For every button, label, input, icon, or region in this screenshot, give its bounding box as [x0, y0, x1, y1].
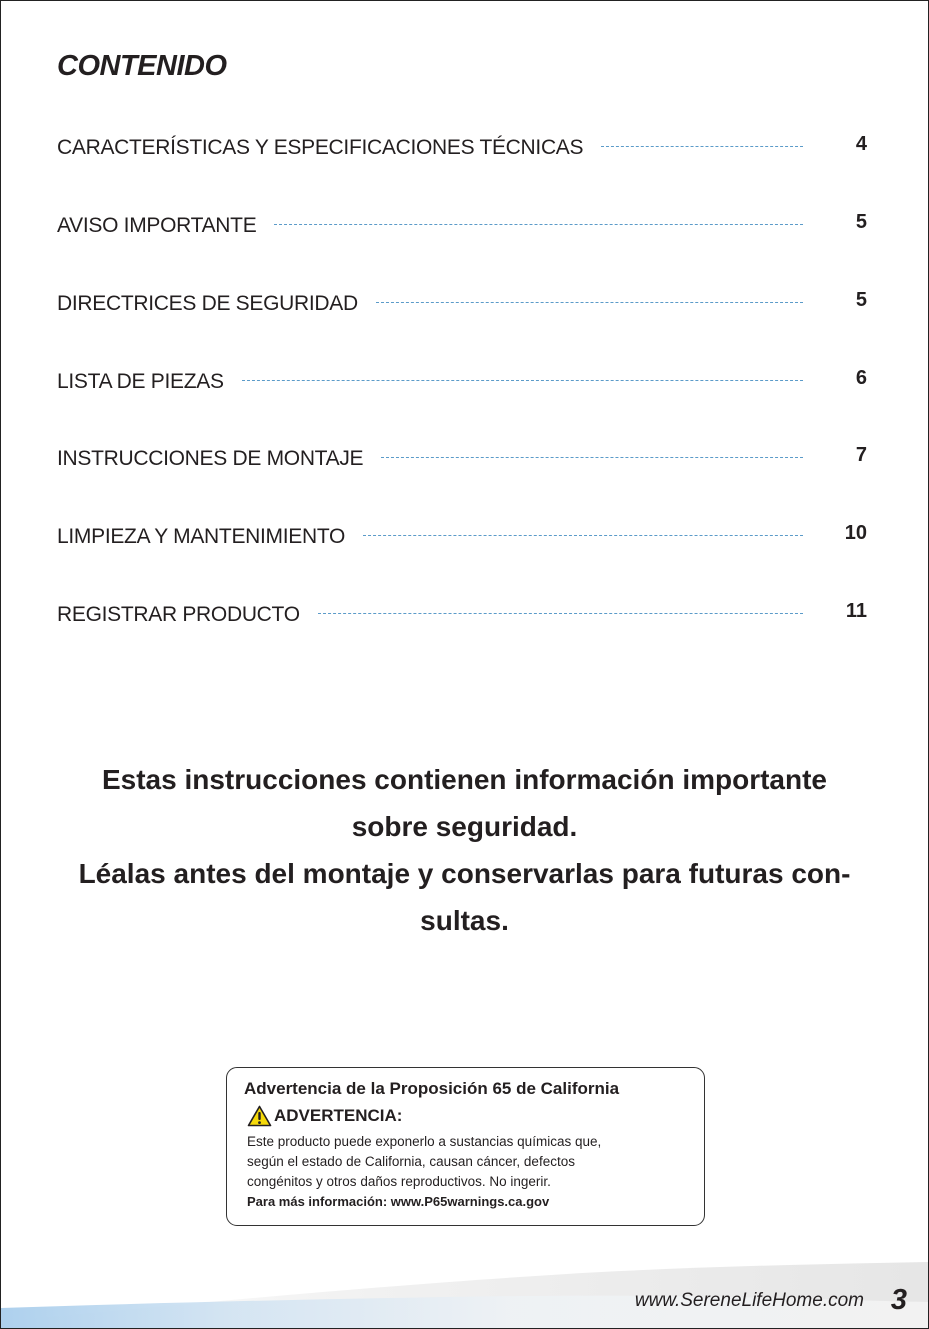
toc-entry[interactable] [57, 211, 867, 241]
toc-entry[interactable] [57, 600, 867, 630]
safety-notice-line: Estas instrucciones contienen información importante [101, 764, 828, 795]
toc-entry[interactable] [57, 289, 867, 319]
warning-triangle-icon [247, 1105, 272, 1127]
toc-leader [318, 613, 803, 614]
toc-entry[interactable] [57, 444, 867, 474]
toc-entry-page: 11 [845, 599, 867, 622]
toc-leader [242, 380, 803, 381]
page-number: 3 [890, 1284, 907, 1316]
toc-entry-page: 5 [855, 288, 867, 311]
toc-entry-label: AVISO IMPORTANTE [57, 214, 257, 237]
footer-website-link[interactable]: www.SereneLifeHome.com [634, 1290, 864, 1311]
toc-leader [381, 457, 803, 458]
toc-entry-label: CARACTERÍSTICAS Y ESPECIFICACIONES TÉCNICAS [57, 136, 584, 159]
toc-entry[interactable] [57, 522, 867, 552]
prop65-body-line: según el estado de California, causan cáncer, defectos [247, 1154, 575, 1169]
prop65-body-line: congénitos y otros daños reproductivos. No ingerir. [247, 1174, 551, 1189]
toc-entry-page: 5 [855, 210, 867, 233]
toc-entry-label: REGISTRAR PRODUCTO [57, 603, 300, 626]
toc-entry[interactable] [57, 367, 867, 397]
prop65-more-info: Para más información: www.P65warnings.ca.gov [247, 1194, 550, 1209]
toc-entry-label: LIMPIEZA Y MANTENIMIENTO [57, 525, 346, 548]
toc-entry-page: 10 [844, 521, 867, 544]
safety-notice [50, 756, 879, 944]
prop65-warning-label: ADVERTENCIA: [274, 1106, 403, 1125]
toc-entry-page: 7 [855, 443, 867, 466]
toc-entry-label: INSTRUCCIONES DE MONTAJE [57, 447, 364, 470]
toc-entry[interactable] [57, 133, 867, 163]
toc-title: CONTENIDO [57, 50, 227, 82]
prop65-title: Advertencia de la Proposición 65 de California [244, 1079, 620, 1098]
toc-leader [274, 224, 803, 225]
safety-notice-line: sultas. [420, 905, 509, 936]
prop65-body [247, 1132, 601, 1192]
prop65-warning-row [247, 1105, 402, 1127]
toc-leader [363, 535, 803, 536]
toc-entry-label: DIRECTRICES DE SEGURIDAD [57, 292, 358, 315]
toc-entry-page: 4 [855, 132, 867, 155]
toc-entry-label: LISTA DE PIEZAS [57, 370, 224, 393]
toc-entry-page: 6 [855, 366, 867, 389]
safety-notice-line: Léalas antes del montaje y conservarlas para futuras con- [78, 858, 851, 889]
toc-leader [376, 302, 803, 303]
prop65-body-line: Este producto puede exponerlo a sustancias químicas que, [247, 1134, 602, 1149]
toc-leader [601, 146, 803, 147]
safety-notice-line: sobre seguridad. [351, 811, 578, 842]
prop65-warning-box [226, 1067, 705, 1226]
